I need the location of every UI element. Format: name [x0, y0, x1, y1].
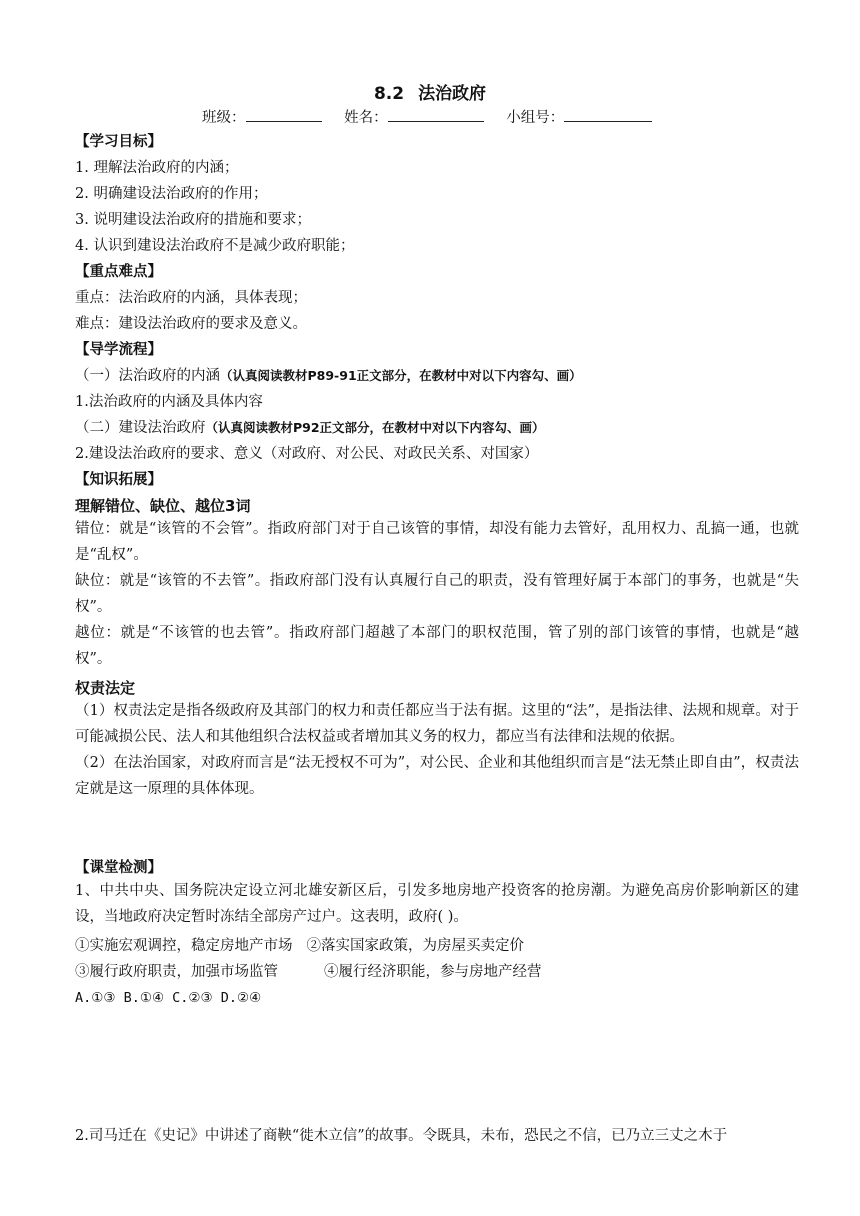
question-1-choices: A.①③ B.①④ C.②③ D.②④ — [75, 990, 262, 1006]
guide-item2: 2.建设法治政府的要求、意义（对政府、对公民、对政民关系、对国家） — [75, 446, 539, 462]
extend-heading: 【知识拓展】 — [75, 472, 162, 488]
question-2: 2.司马迁在《史记》中讲述了商鞅“徙木立信”的故事。令既具，未布，恐民之不信，已乃立三丈之木于 — [75, 1128, 728, 1144]
key-heading: 【重点难点】 — [75, 264, 162, 280]
guide-item1: 1.法治政府的内涵及具体内容 — [75, 394, 263, 410]
question-1: 1、中共中央、国务院决定设立河北雄安新区后，引发多地房地产投资客的抢房潮。为避免高房价影响新区的建设，当地政府决定暂时冻结全部房产过户。这表明，政府( )。 — [75, 883, 799, 925]
class-blank[interactable] — [246, 107, 322, 122]
extend-paragraph: 错位：就是“该管的不会管”。指政府部门对于自己该管的事情，却没有能力去管好，乱用权力、乱搞一通，也就是“乱权”。 — [75, 521, 799, 563]
lesson-number: 8.2 — [373, 84, 405, 104]
goal-item: 2. 明确建设法治政府的作用； — [75, 186, 268, 202]
key-focus: 重点：法治政府的内涵，具体表现； — [75, 290, 307, 306]
goal-item: 4. 认识到建设法治政府不是减少政府职能； — [75, 238, 355, 254]
guide-part2-note: （认真阅读教材P92正文部分，在教材中对以下内容勾、画） — [205, 420, 545, 435]
name-label: 姓名： — [344, 110, 388, 126]
guide-part1 — [75, 366, 582, 386]
test-heading: 【课堂检测】 — [75, 860, 162, 876]
option: ③履行政府职责，加强市场监管 — [75, 964, 278, 980]
guide-heading: 【导学流程】 — [75, 342, 162, 358]
guide-part1-title: （一）法治政府的内涵 — [75, 368, 220, 384]
student-info-row — [202, 106, 652, 127]
question-1-options-row2 — [75, 962, 542, 982]
goals-heading: 【学习目标】 — [75, 134, 162, 150]
extend-paragraph: （1）权责法定是指各级政府及其部门的权力和责任都应当于法有据。这里的“法”，是指法律、法规和规章。对于可能减损公民、法人和其他组织合法权益或者增加其义务的权力，都应当有法律和法规的依据。 — [75, 703, 799, 745]
name-blank[interactable] — [388, 107, 484, 122]
group-blank[interactable] — [564, 107, 652, 122]
page-title — [0, 79, 860, 104]
extend-paragraph: （2）在法治国家，对政府而言是“法无授权不可为”，对公民、企业和其他组织而言是“法无禁止即自由”，权责法定就是这一原理的具体体现。 — [75, 755, 799, 797]
extend-paragraph: 缺位：就是“该管的不去管”。指政府部门没有认真履行自己的职责，没有管理好属于本部门的事务，也就是“失权”。 — [75, 573, 799, 615]
group-label: 小组号： — [506, 110, 565, 126]
extend-paragraph: 越位：就是“不该管的也去管”。指政府部门超越了本部门的职权范围，管了别的部门该管的事情，也就是“越权”。 — [75, 625, 799, 667]
option: ④履行经济职能，参与房地产经营 — [324, 964, 542, 980]
option: ①实施宏观调控，稳定房地产市场 — [75, 938, 293, 954]
goal-item: 1. 理解法治政府的内涵； — [75, 160, 239, 176]
extend-subheading-powers: 权责法定 — [75, 679, 136, 697]
question-1-options-row1 — [75, 936, 524, 956]
guide-part1-note: （认真阅读教材P89-91正文部分，在教材中对以下内容勾、画） — [220, 368, 582, 383]
goal-item: 3. 说明建设法治政府的措施和要求； — [75, 212, 311, 228]
guide-part2 — [75, 418, 545, 438]
class-label: 班级： — [202, 110, 246, 126]
option: ②落实国家政策，为房屋买卖定价 — [306, 938, 524, 954]
key-difficulty: 难点：建设法治政府的要求及意义。 — [75, 316, 307, 332]
lesson-title: 法治政府 — [418, 84, 487, 104]
guide-part2-title: （二）建设法治政府 — [75, 420, 206, 436]
extend-subheading-terms: 理解错位、缺位、越位3词 — [75, 497, 251, 515]
